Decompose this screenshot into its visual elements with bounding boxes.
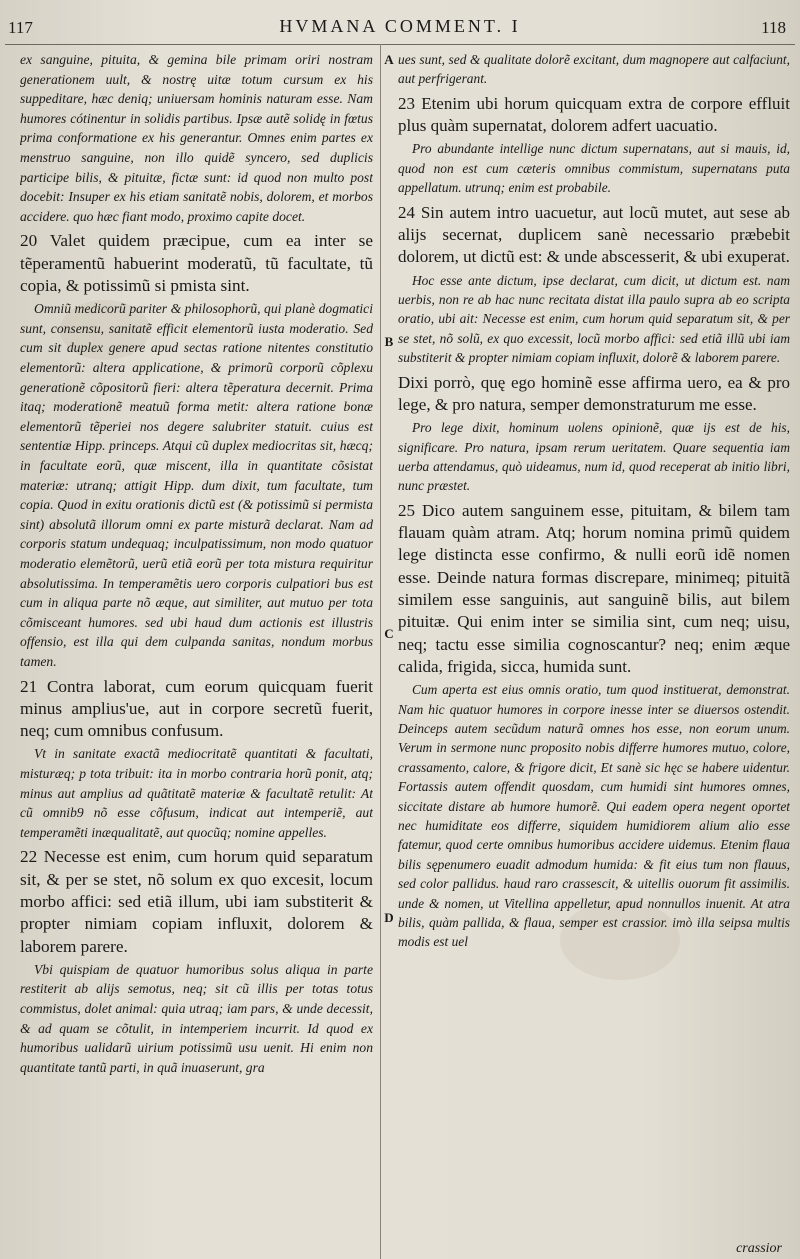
catchword: crassior: [736, 1241, 782, 1256]
lemma-paragraph: 24 Sin autem intro uacuetur, aut locũ mutet, aut sese ab alijs secernat, duplicem sanè necessario præbebit dolorem, ut dictũ est: & unde abscesserit, & ubi exuperat.: [398, 202, 790, 267]
left-column: [20, 50, 373, 1253]
right-column: [398, 50, 790, 1253]
running-header: [0, 14, 800, 44]
lemma-paragraph: 22 Necesse est enim, cum horum quid separatum sit, & per se stet, nõ solum ex quo excesit, locum morbo affici: sed etiã illum, ubi iam substiterit & propter nimiam copiam influxit, dolorem & laborem parere.: [20, 847, 373, 956]
commentary-paragraph: Vt in sanitate exactã mediocritatẽ quantitati & facultati, misturæq; p tota tribuit: ita in morbo contraria horũ ponit, atq; minus aut amplius ad quãtitatẽ materiæ & facultatẽ retulit: At cũ omnib9 nõ esse cõfusum, indicat aut intemperiẽ, aut temperamẽti inæqualitatẽ, aut quocũq; nomine appelles.: [20, 746, 373, 840]
lemma-paragraph: Dixi porrò, quę ego hominẽ esse affirma uero, ea & pro lege, & pro natura, semper demonstraturum me esse.: [398, 372, 790, 414]
lemma-paragraph: 21 Contra laborat, cum eorum quicquam fuerit minus amplius'ue, aut in corpore secretũ fuerit, neq; cum omnibus confusum.: [20, 676, 373, 741]
margin-letter-c: C: [384, 626, 394, 641]
header-rule: [5, 44, 795, 45]
commentary-paragraph: Cum aperta est eius omnis oratio, tum quod instituerat, demonstrat. Nam hic quatuor humores in corpore inesse inter se diuersos ostendit. Deinceps autem secũdum naturã omnes hos esse, non eorum unum. Verum in sermone nunc proposito nobis differre humores mutuo, colore, crassamento, calore, & frigore dicit, Et sanè sic hęc se habere uidentur. Fortassis autem offendit quosdam, cum humidi sint humores omnes, siccitate distare ab humore humorẽ. Qui eadem opera negent oportet nec humiditate eos differre, siquidem humidiorem alium alio esse fatemur, quod certe omnibus humoribus accidere uidemus. Etenim flaua bilis sępenumero euadit admodum humida: & fit eius tum non flauus, sed color pallidus. haud raro crassescit, & uitellis ouorum fit assimilis. unde & nomen, ut Vitellina appelletur, apud nonnullos inuenit. At atra bilis, quàm pallida, & flaua, semper est crassior. imò illa seipsa multis modis est uel: [398, 682, 790, 950]
commentary-paragraph: Pro lege dixit, hominum uolens opinionẽ, quæ ijs est de his, significare. Pro natura, ipsam rerum ueritatem. Quare sequentia iam uerba attendamus, quò uideamus, num id, quod receperat ab initio libri, nunc præstet.: [398, 420, 790, 494]
commentary-paragraph: Omniũ medicorũ pariter & philosophorũ, qui planè dogmatici sunt, consensu, sanitatẽ efficit elementorũ iusta moderatio. Sed cum sit duplex genere apud sectas ratione nitentes constitutio elementorũ: altera applicatione, & primorũ corporũ cõplexu generationẽ cõpositorũ fieri: altera tẽperatura decernit. Prima itaq; moderationẽ meatuũ forma metit: altera ratione bonæ elementorũ tẽperiei nos degere salubriter statuit. cuius est sententiæ Hipp. princeps. Atqui cũ duplex mediocritas sit, hæcq; in facultate eorũ, quæ miscent, illa in quantitate cõsistat materiæ: utranq; attigit Hipp. dum dixit, tum facultate, tum copia. Quod in exitu orationis dictũ est (& potissimũ si permista sint) absolutã illorum omni ex parte misturã declarat. Nam ad corporis statum undequaq; inculpatissimum, non modo quatuor moderatio elemẽtorũ, uerũ etiã eorũ per tota mistura requiritur absolutissima. In temperamẽtis uero corporis culpatiori bus est cum in aliqua parte nõ æque, aut similiter, aut mutuo per tota cõmisceant humores. sed ubi haud dum actionis est illustris offensio, est illa qui dem culpanda sanitas, nondum morbus tamen.: [20, 301, 373, 669]
column-divider: [380, 44, 381, 1259]
margin-letter-d: D: [384, 910, 394, 925]
commentary-paragraph: ues sunt, sed & qualitate dolorẽ excitant, dum magnopere aut calfaciunt, aut perfrigerant.: [398, 52, 790, 87]
commentary-paragraph: Hoc esse ante dictum, ipse declarat, cum dicit, ut dictum est. nam uerbis, non re ab hac nunc recitata distat illa paulo supra ab eo scripta oratio, ubi ait: Necesse est enim, cum horum quid separatum sit, & per se stet, nõ solũ, ex quo excessit, locũ morbo affici: sed etiã illũ ubi iam substiterit & propter nimiam copiam influxit, dolorẽ & laborem parere.: [398, 272, 790, 366]
lemma-paragraph: 23 Etenim ubi horum quicquam extra de corpore effluit plus quàm supernatat, dolorem adfert uacuatio.: [398, 93, 790, 136]
commentary-paragraph: Vbi quispiam de quatuor humoribus solus aliqua in parte restiterit ab alijs semotus, neq; sit cũ illis per totas totus commistus, dolet animal: quia utraq; iam pars, & unde decessit, & ad quam se cõtulit, in intemperiem incurrit. Id quod ex humoribus ualidarũ uirium potissimũ usu uenit. Hi enim non quantitate tantũ parti, in quã inuaserunt, gra: [20, 961, 373, 1075]
margin-letter-a: A: [384, 52, 394, 67]
lemma-paragraph: 20 Valet quidem præcipue, cum ea inter se tẽperamentũ habuerint moderatũ, tũ facultate, tũ copia, & potissimũ si pmista sint.: [20, 231, 373, 295]
commentary-paragraph: Pro abundante intellige nunc dictum supernatans, aut si mauis, id, quod non est cum cæteris omnibus commistum, supernatans puta appellatum. utrunq; enim est probabile.: [398, 141, 790, 196]
page-number-right: 118: [761, 18, 786, 37]
page-number-left: 117: [8, 18, 33, 37]
lemma-paragraph: 25 Dico autem sanguinem esse, pituitam, & bilem tam flauam quàm atram. Atq; horum nomina primũ quidem lege distincta esse confirmo, & nulli eorũ idẽ nomen esse. Deinde natura formas discrepare, minimeq; pituitã similem esse sanguinis, aut sanguinẽ bilis, aut bilem pituitæ. Qui enim inter se similia sint, cum neq; uisu, neq; tactu esse similia cognoscantur? neq; enim æque calida, frigida, sicca, humida sunt.: [398, 500, 790, 676]
margin-letter-b: B: [384, 334, 394, 349]
commentary-paragraph: ex sanguine, pituita, & gemina bile primam oriri nostram generationem uult, & nostrę uitæ totum cursum ex his suppeditare, hæc deniq; uniuersam hominis naturam esse. Nam humores cótinentur in solidis partibus. Ipsæ autẽ solidę in fœtus prima conformatione ex his generantur. Omnes enim partes ex menstruo sanguine, non illo quidẽ syncero, sed duplicis participe bilis, & pituitæ, fictæ sunt: id quod non multo post docebit: Insuper ex his etiam sanitatẽ nobis, dolorem, et morbos accidere. quo hæc fiant modo, proximo capite docet.: [20, 52, 373, 224]
running-title: HVMANA COMMENT. I: [279, 16, 521, 36]
